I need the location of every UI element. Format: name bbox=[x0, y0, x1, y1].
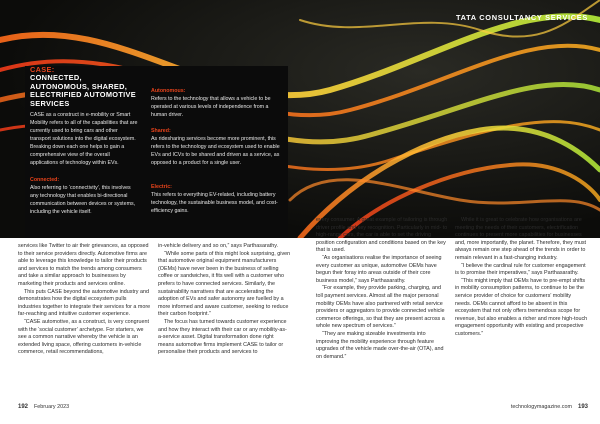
case-subtitle: CONNECTED, AUTONOMOUS, SHARED, ELECTRIFIED AUTOMOTIVE SERVICES bbox=[30, 73, 136, 108]
brand-name: TATA CONSULTANCY SERVICES bbox=[455, 13, 588, 22]
paragraph: “For example, they provide parking, charging, and toll payment services. Almost all the major personal mobility OEMs have also partnered with retail service providers or aggregators to provide connected vehicle commerce offerings, so that they are present across a whole new spectrum of services.” bbox=[316, 285, 445, 330]
definition-connected bbox=[30, 176, 140, 216]
footer-right bbox=[511, 404, 588, 410]
paragraph: services like Twitter to air their grievances, as opposed to their service providers directly. Automotive firms are able to leverage this knowledge to tailor their products and services to match the trends among consumers and take a similar approach to businesses by marketing their products and services online. bbox=[18, 243, 149, 287]
paragraph: “As organisations realise the importance of seeing every customer as unique, automotive OEMs have begun their foray into areas outside of their core business model,” says Parthasarathy. bbox=[316, 254, 442, 284]
paragraph: every consumer. A great example of tailoring is through driver profile and key recognition. Particularly in mid- to high-range cars, the car is able to set the driving position configuration and conditions based on the key that is used. bbox=[316, 217, 448, 254]
page-number-left: 192 bbox=[18, 404, 29, 410]
issue-date: February 2023 bbox=[34, 404, 70, 410]
paragraph: The focus has turned towards customer experience and how they interact with their car or any mobility-as-a-service asset. Digital transformation done right means automotive firms implement CASE to tailor or personalise their products and services to bbox=[158, 318, 287, 356]
paragraph: “CASE automotive, as a construct, is very congruent with the ‘social customer’ archetype. For starters, we see a common narrative whereby the vehicle is an extended living space, offering customers in-vehicle commerce, retail recommendations, bbox=[18, 318, 149, 356]
paragraph: “I believe the cardinal rule for customer engagement is to promise their imperatives,” says Parthasarathy. bbox=[455, 262, 586, 277]
site-name: technologymagazine.com bbox=[510, 404, 572, 410]
page-number-right: 193 bbox=[577, 404, 588, 410]
definition-electric-text: This refers to everything EV-related, including battery technology, the sustainable business model, and cost-efficiency gains. bbox=[151, 192, 278, 214]
definition-autonomous-head: Autonomous: bbox=[151, 88, 186, 94]
definition-autonomous bbox=[151, 87, 281, 119]
paragraph: “This might imply that OEMs have to pre-empt shifts in mobility consumption patterns, to continue to be the service provider of choice for customers’ mobility needs. OEMs cannot afford to be absent in this ecosystem that not only offers tremendous scope for revenue, but also enables a richer and more high-touch engagement opportunity with existing and prospective customers.” bbox=[455, 277, 588, 337]
case-title bbox=[30, 66, 140, 108]
definition-connected-head: Connected: bbox=[30, 177, 60, 183]
paragraph: This puts CASE beyond the automotive industry and demonstrates how the digital ecosystem pulls industries together to integrate their services for a more far-reaching and intuitive customer experience. bbox=[18, 288, 151, 318]
paragraph: in-vehicle delivery and so on,” says Parthasarathy. bbox=[158, 243, 279, 249]
case-heading: CASE: bbox=[30, 65, 55, 74]
paragraph: “They are making sizeable investments into improving the mobility experience through feature upgrades of the vehicle made over-the-air (OTA), and on demand.” bbox=[316, 330, 444, 360]
definition-shared-head: Shared: bbox=[151, 128, 171, 134]
paragraph: While it is great to celebrate how organisations are meeting the needs of their customers, electrification continues to present more capabilities for businesses and, more importantly, the planet. Therefore, they must always remain one step ahead of the trends in order to remain relevant in a fast-changing industry. bbox=[455, 217, 587, 261]
body-column-4 bbox=[455, 217, 588, 339]
footer-left bbox=[18, 404, 69, 410]
definition-electric bbox=[151, 183, 281, 215]
body-column-1 bbox=[18, 243, 151, 357]
definition-shared-text: As ridesharing services become more prominent, this refers to the technology and ecosystem used to enable EVs and ICVs to be shared and driven as a service, as opposed to a product for a single user. bbox=[151, 136, 280, 166]
definition-connected-text: Also referring to ‘connectivity’, this involves any technology that enables bi-directional communication between devices or systems, including the vehicle itself. bbox=[30, 185, 136, 215]
paragraph: “While some parts of this might look surprising, given that automotive original equipment manufacturers (OEMs) have never been in the business of selling coffee or sandwiches, it fits well with a customer who prefers to have connected services. Similarly, the sustainability narratives that are accelerating the adoption of EVs and safer autonomy are fuelled by a more informed and aware customer, seeking to reduce their carbon footprint.” bbox=[158, 250, 291, 318]
body-column-2 bbox=[158, 243, 291, 357]
definition-shared bbox=[151, 127, 281, 167]
body-column-3 bbox=[316, 217, 448, 361]
definition-autonomous-text: Refers to the technology that allows a vehicle to be operated at various levels of independence from a human driver. bbox=[151, 96, 271, 118]
definition-electric-head: Electric: bbox=[151, 184, 172, 190]
case-intro: CASE as a construct in e-mobility or Smart Mobility refers to all of the capabilities that are currently used to bring cars and other transport solutions into the digital ecosystem. Breaking down each one helps to gain a comprehensive view of the overall applications of technology within EVs. bbox=[30, 112, 138, 166]
